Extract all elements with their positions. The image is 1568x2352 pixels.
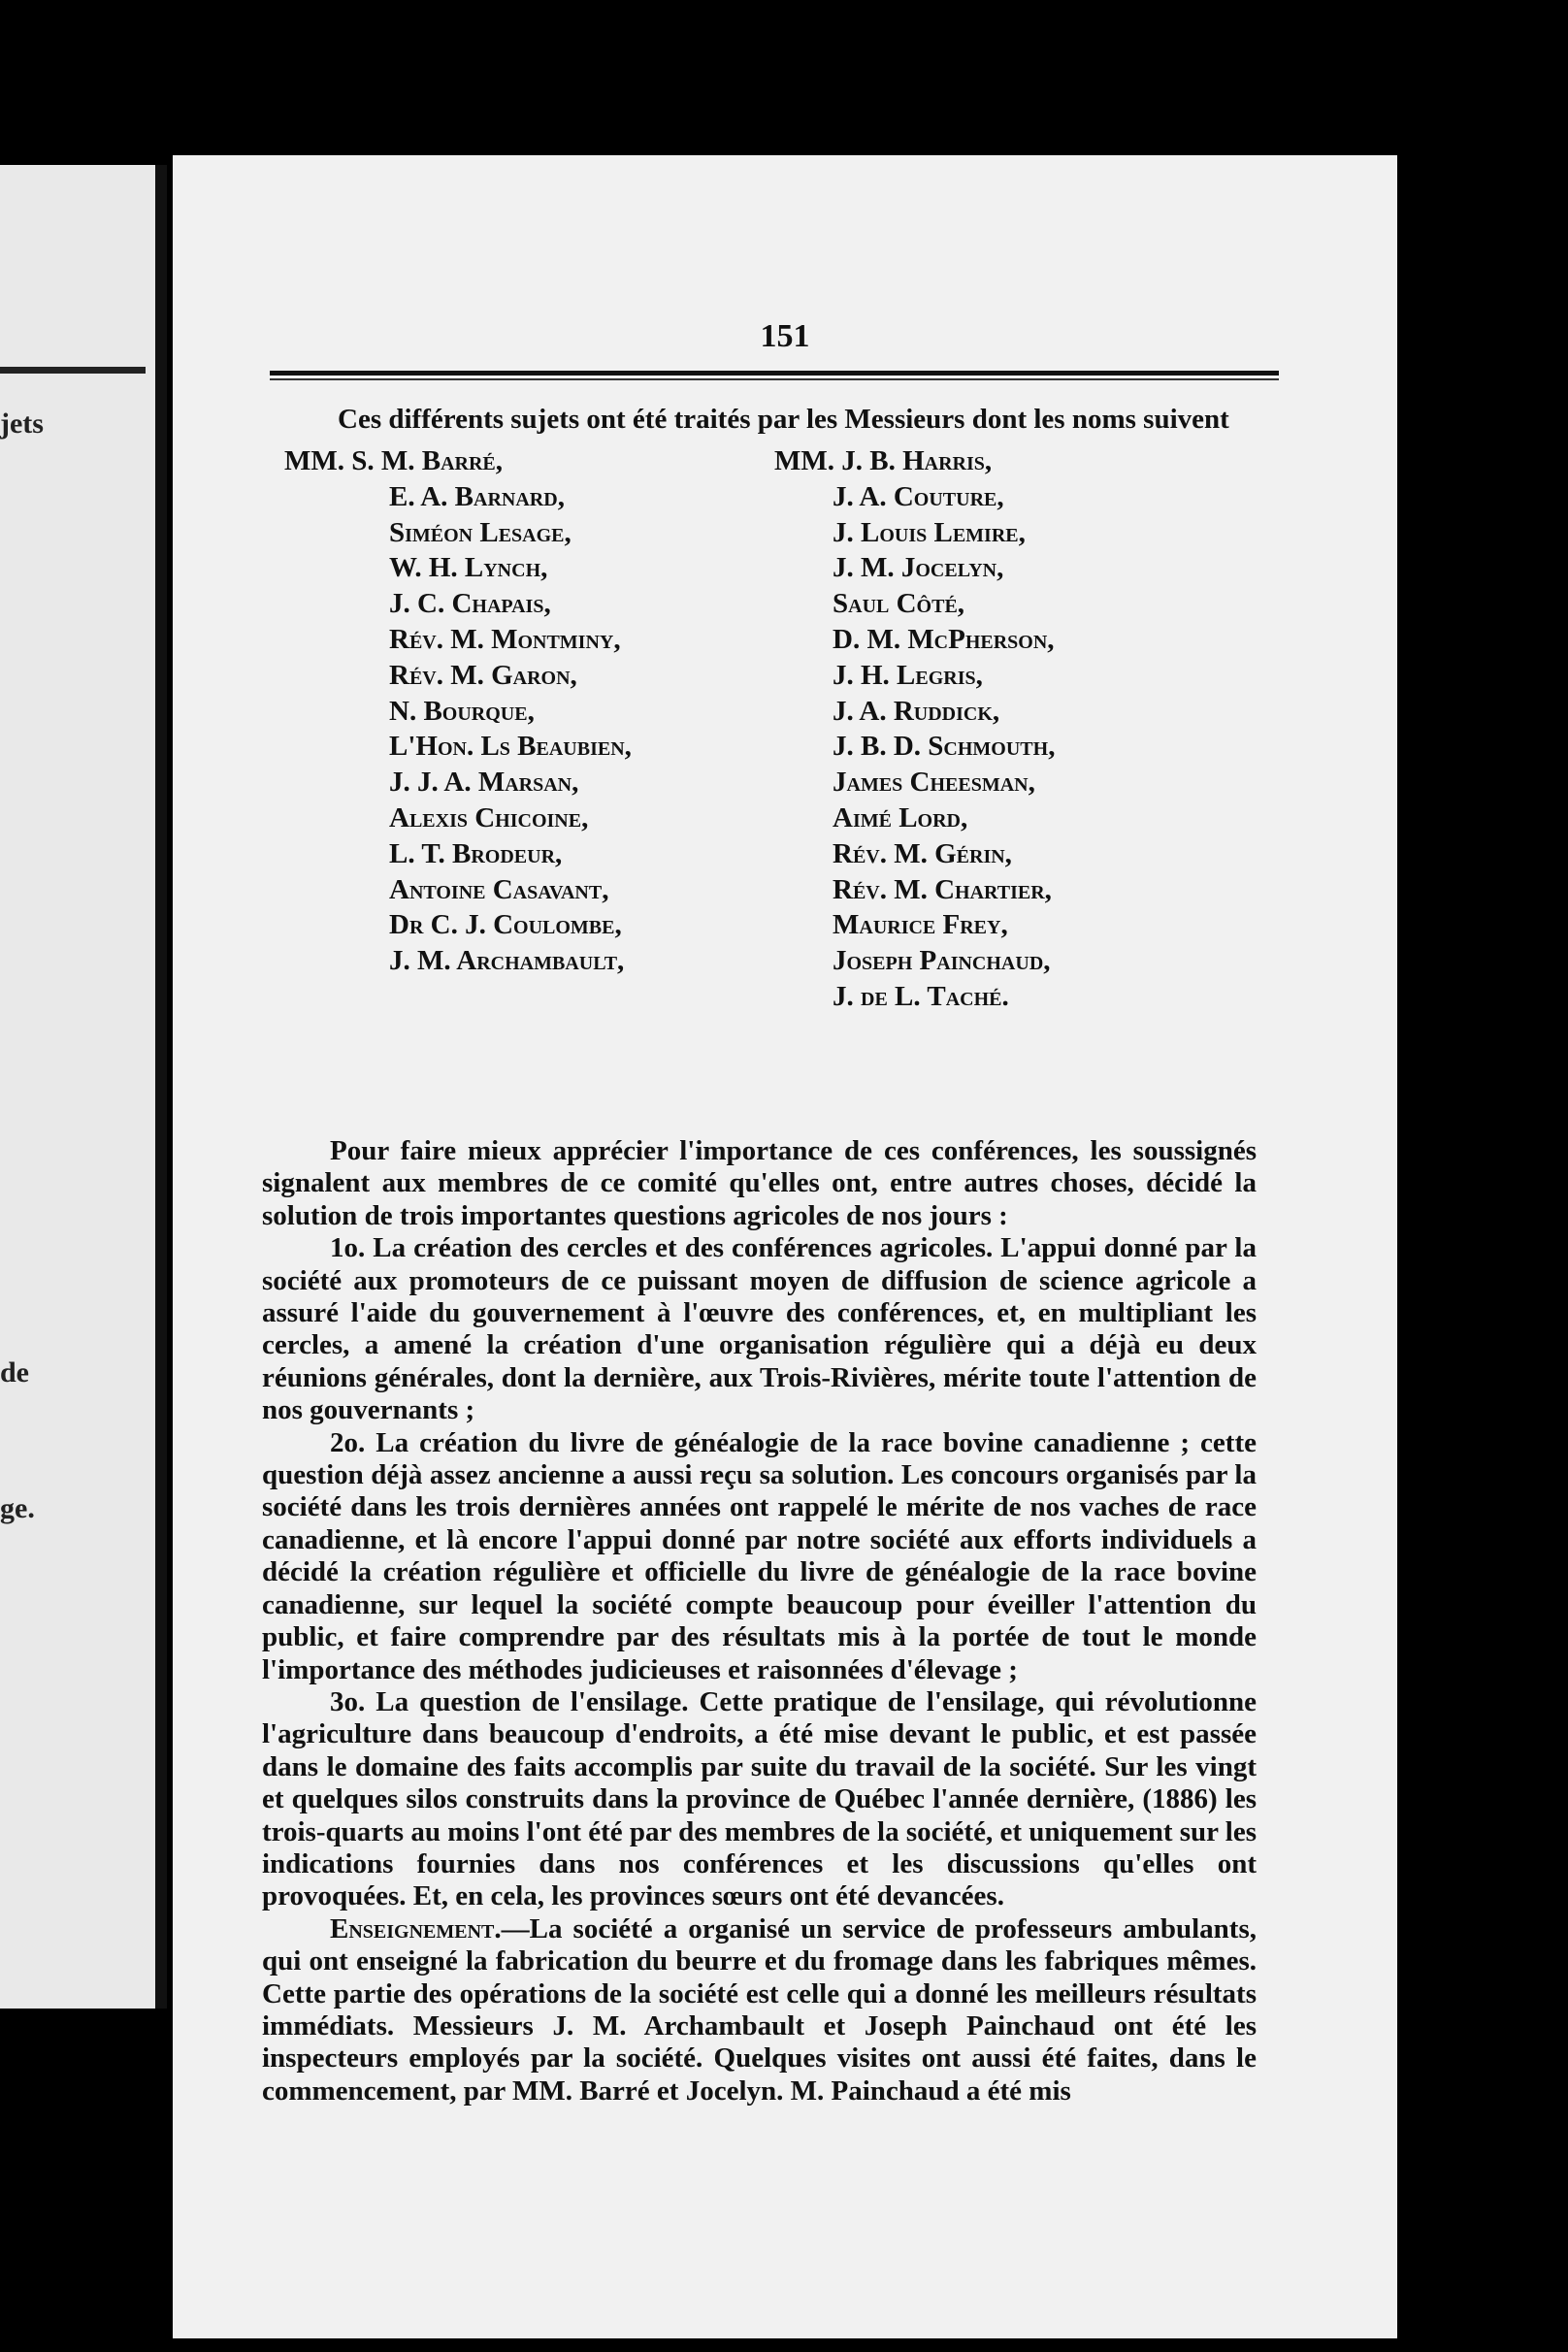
member-name: Rév. M. Gérin, <box>833 837 1012 869</box>
previous-page-text-1: jets <box>0 408 44 440</box>
committee-member-name <box>774 694 1055 730</box>
committee-member-name <box>774 836 1055 872</box>
member-name: W. H. Lynch, <box>389 552 548 584</box>
names-right-column <box>774 443 1055 1015</box>
member-name: Rév. M. Chartier, <box>833 873 1052 905</box>
member-name: Aimé Lord, <box>833 801 968 833</box>
previous-page-fragment <box>0 165 155 2009</box>
body-text <box>262 1135 1257 2107</box>
member-name: Rév. M. Garon, <box>389 659 577 691</box>
header-rule-thin <box>270 378 1279 380</box>
paragraph: 1o. La création des cercles et des conférences agricoles. L'appui donné par la société aux promoteurs de ce puissant moyen de diffusion de science agricole a assuré l'aide du gouvernement à l'œuvre des conférences, et, en multipliant les cercles, a amené la création d'une organisation régulière qui a déjà eu deux réunions générales, dont la dernière, aux Trois-Rivières, mérite toute l'attention de nos gouvernants ; <box>262 1232 1257 1426</box>
member-name: J. H. Legris, <box>833 659 983 691</box>
previous-page-text-2: de <box>0 1356 29 1388</box>
member-name: N. Bourque, <box>389 695 535 727</box>
intro-line: Ces différents sujets ont été traités par les Messieurs dont les noms suivent <box>338 404 1229 435</box>
member-name: J. A. Ruddick, <box>833 695 1000 727</box>
book-gutter <box>155 165 167 2009</box>
committee-member-name <box>774 479 1055 515</box>
committee-member-name <box>284 872 632 908</box>
committee-member-name <box>774 800 1055 836</box>
member-name: J. B. D. Schmouth, <box>833 731 1056 763</box>
committee-member-name <box>284 907 632 943</box>
member-name: E. A. Barnard, <box>389 480 565 512</box>
section-text: —La société a organisé un service de professeurs ambulants, qui ont enseigné la fabrication du beurre et du fromage dans les fabriques mêmes. Cette partie des opérations de la société est celle qui a donné les meilleurs résultats immédiats. Messieurs J. M. Archambault et Joseph Painchaud ont été les inspecteurs employés par la société. Quelques visites ont aussi été faites, dans le commencement, par MM. Barré et Jocelyn. M. Painchaud a été mis <box>262 1912 1257 2107</box>
committee-member-name <box>774 765 1055 800</box>
member-name: D. M. McPherson, <box>833 623 1055 655</box>
previous-page-text-3: ge. <box>0 1492 35 1524</box>
committee-member-name <box>284 729 632 765</box>
committee-member-name <box>774 515 1055 551</box>
paragraph: Pour faire mieux apprécier l'importance de ces conférences, les soussignés signalent aux membres de ce comité qu'elles ont, entre autres choses, décidé la solution de trois importantes questions agricoles de nos jours : <box>262 1135 1257 1231</box>
book-page <box>173 155 1397 2338</box>
committee-member-name <box>774 872 1055 908</box>
header-rule <box>270 371 1279 376</box>
committee-member-name <box>774 622 1055 658</box>
committee-member-name <box>284 550 632 586</box>
names-left-column <box>284 443 632 979</box>
committee-member-name <box>774 907 1055 943</box>
member-name: J. de L. Taché. <box>833 980 1009 1012</box>
committee-member-name <box>284 943 632 979</box>
committee-member-name <box>284 836 632 872</box>
member-name: Maurice Frey, <box>833 909 1008 941</box>
committee-member-name <box>284 443 632 479</box>
member-name: J. M. Jocelyn, <box>833 552 1004 584</box>
member-name: Rév. M. Montminy, <box>389 623 621 655</box>
section-heading: Enseignement. <box>330 1912 502 1944</box>
name-prefix: MM. <box>284 445 344 476</box>
member-name: Dr C. J. Coulombe, <box>389 909 622 941</box>
previous-page-rule <box>0 367 146 374</box>
member-name: Alexis Chicoine, <box>389 801 589 833</box>
committee-member-name <box>284 479 632 515</box>
member-name: J. A. Couture, <box>833 480 1004 512</box>
committee-member-name <box>774 443 1055 479</box>
member-name: Antoine Casavant, <box>389 873 609 905</box>
name-prefix: MM. <box>774 445 834 476</box>
committee-member-name <box>284 515 632 551</box>
committee-member-name <box>284 622 632 658</box>
committee-member-name <box>284 658 632 694</box>
committee-member-name <box>774 943 1055 979</box>
member-name: J. M. Archambault, <box>389 945 625 977</box>
paragraph: 3o. La question de l'ensilage. Cette pratique de l'ensilage, qui révolutionne l'agriculture dans beaucoup d'endroits, a été mise devant le public, et est passée dans le domaine des faits accomplis par suite du travail de la société. Sur les vingt et quelques silos construits dans la province de Québec l'année dernière, (1886) les trois-quarts au moins l'ont été par des membres de la société, et uniquement sur les indications fournies dans nos conférences et les discussions qu'elles ont provoquées. Et, en cela, les provinces sœurs ont été devancées. <box>262 1685 1257 1912</box>
committee-member-name <box>774 550 1055 586</box>
member-name: J. Louis Lemire, <box>833 516 1026 548</box>
page-number: 151 <box>760 318 810 354</box>
member-name: Saul Côté, <box>833 588 965 620</box>
member-name: James Cheesman, <box>833 767 1035 799</box>
member-name: S. M. Barré, <box>351 445 504 476</box>
committee-member-name <box>774 658 1055 694</box>
committee-member-name <box>774 729 1055 765</box>
committee-member-name <box>284 765 632 800</box>
committee-member-name <box>284 800 632 836</box>
committee-member-name <box>774 586 1055 622</box>
member-name: Joseph Painchaud, <box>833 945 1051 977</box>
member-name: J. C. Chapais, <box>389 588 551 620</box>
member-name: L. T. Brodeur, <box>389 837 563 869</box>
member-name: L'Hon. Ls Beaubien, <box>389 731 632 763</box>
member-name: J. B. Harris, <box>841 445 993 476</box>
member-name: J. J. A. Marsan, <box>389 767 579 799</box>
member-name: Siméon Lesage, <box>389 516 572 548</box>
paragraph-enseignement <box>262 1913 1257 2107</box>
committee-member-name <box>284 586 632 622</box>
committee-member-name <box>284 694 632 730</box>
committee-member-name <box>774 979 1055 1015</box>
paragraph: 2o. La création du livre de généalogie de la race bovine canadienne ; cette question déjà assez ancienne a aussi reçu sa solution. Les concours organisés par la société dans les trois dernières années ont rappelé le mérite de nos vaches de race canadienne, et là encore l'appui donné par notre société aux efforts individuels a décidé la création régulière et officielle du livre de généalogie de la race bovine canadienne, sur lequel la société compte beaucoup pour éveiller l'attention du public, et faire comprendre par des résultats mis à la portée de tout le monde l'importance des méthodes judicieuses et raisonnées d'élevage ; <box>262 1426 1257 1685</box>
